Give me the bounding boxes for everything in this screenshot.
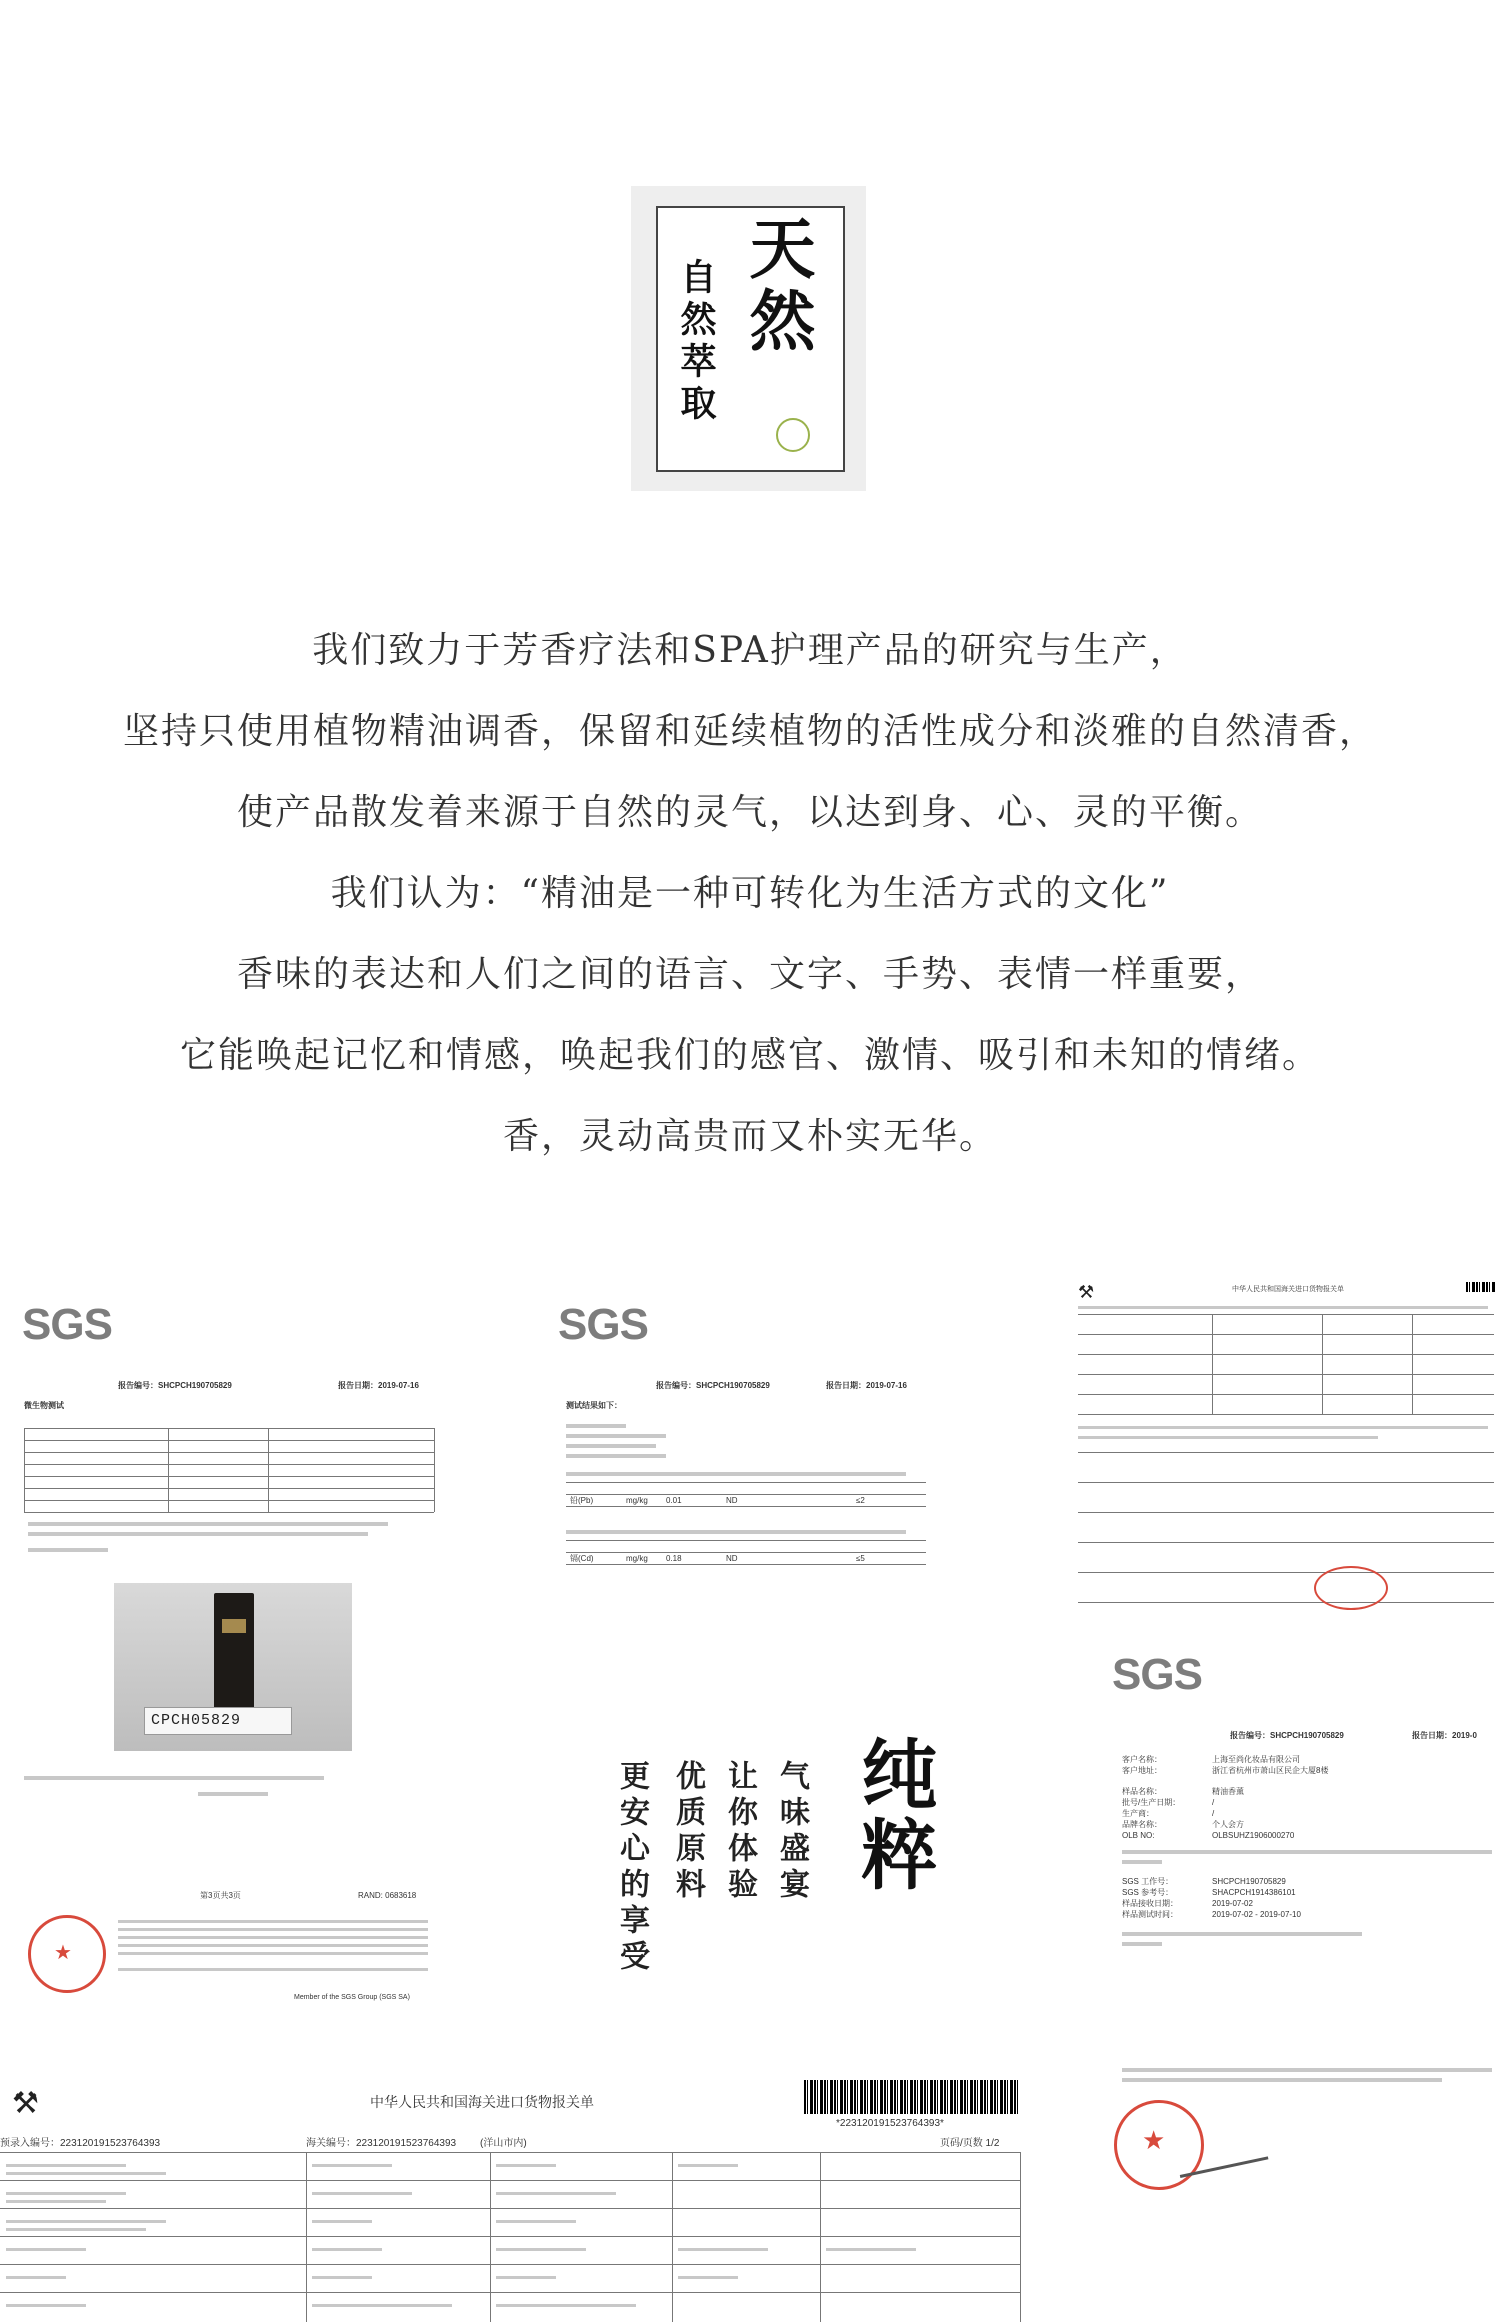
text-line — [1122, 1860, 1162, 1864]
field-value: 上海至尚化妆品有限公司 — [1212, 1755, 1300, 1764]
field-value: / — [1212, 1798, 1215, 1807]
text-line — [28, 1548, 108, 1552]
text-line — [312, 2248, 382, 2251]
report-number: 报告编号：SHCPCH190705829 — [656, 1381, 770, 1390]
product-bottle — [214, 1593, 254, 1713]
field-value: 2019-07-02 - 2019-07-10 — [1212, 1910, 1301, 1919]
text-line — [678, 2248, 768, 2251]
field-value: SHCPCH190705829 — [1212, 1877, 1286, 1886]
table-line — [24, 1440, 434, 1441]
table-line — [1078, 1572, 1494, 1573]
text-line — [24, 1776, 324, 1780]
text-line — [1078, 1436, 1378, 1439]
page-number: 第3页共3页 — [200, 1891, 241, 1900]
intro-line: 香，灵动高贵而又朴实无华。 — [502, 1116, 997, 1157]
text-line — [312, 2220, 372, 2223]
document-title: 中华人民共和国海关进口货物报关单 — [1232, 1286, 1344, 1293]
text-line — [6, 2164, 126, 2167]
text-line — [312, 2304, 452, 2307]
text-line — [566, 1530, 906, 1534]
field-value: 2019-07-02 — [1212, 1899, 1253, 1908]
table-line — [24, 1488, 434, 1489]
field-label: SGS 工作号： — [1122, 1877, 1174, 1886]
field-label: 客户地址： — [1122, 1766, 1162, 1775]
text-line — [6, 2200, 106, 2203]
text-line — [312, 2192, 412, 2195]
table-line — [566, 1552, 926, 1553]
text-line — [566, 1434, 666, 1438]
logo-circle-icon — [776, 418, 810, 452]
text-line — [1122, 1942, 1162, 1946]
table-line — [820, 2152, 821, 2322]
table-line — [0, 2152, 1020, 2153]
table-line — [24, 1452, 434, 1453]
report-date: 报告日期：2019-07-16 — [826, 1381, 907, 1390]
sample-label: CPCH05829 — [151, 1712, 242, 1729]
field-label: OLB NO: — [1122, 1831, 1155, 1840]
table-line — [0, 2264, 1020, 2265]
intro-line: 它能唤起记忆和情感，唤起我们的感官、激情、吸引和未知的情绪。 — [179, 1035, 1320, 1076]
table-line — [168, 1428, 169, 1512]
text-line — [566, 1444, 656, 1448]
text-line — [1122, 2078, 1442, 2082]
text-line — [312, 2276, 372, 2279]
table-line — [24, 1428, 434, 1429]
report-date: 报告日期：2019-07-16 — [338, 1381, 419, 1390]
table-line — [1078, 1394, 1494, 1395]
table-line — [1078, 1314, 1494, 1315]
sgs-report-microbiology — [18, 1300, 438, 2020]
text-line — [496, 2164, 556, 2167]
pre-entry-number: 预录入编号：223120191523764393 — [0, 2138, 161, 2149]
table-line — [490, 2152, 491, 2322]
sgs-logo: SGS — [1112, 1650, 1202, 1699]
intro-line: 使产品散发着来源于自然的灵气，以达到身、心、灵的平衡。 — [236, 792, 1263, 833]
field-value: 精油香薰 — [1212, 1787, 1244, 1796]
text-line — [1078, 1426, 1488, 1429]
slogan-line: 让你体验 — [722, 1760, 757, 1904]
field-label: 生产商： — [1122, 1809, 1154, 1818]
table-cell: 铅(Pb) — [570, 1496, 594, 1505]
table-cell: 0.18 — [666, 1554, 682, 1563]
text-line — [28, 1532, 368, 1536]
text-line — [118, 1936, 428, 1939]
table-line — [1020, 2152, 1021, 2322]
table-cell: ≤5 — [856, 1554, 865, 1563]
field-value: 个人会方 — [1212, 1820, 1244, 1829]
text-line — [6, 2172, 166, 2175]
table-line — [1078, 1452, 1494, 1453]
text-line — [1122, 2068, 1492, 2072]
table-line — [1412, 1314, 1413, 1414]
intro-paragraph — [0, 610, 1500, 1177]
sgs-logo: SGS — [558, 1300, 648, 1349]
star-icon: ★ — [54, 1940, 72, 1964]
table-line — [24, 1500, 434, 1501]
text-line — [6, 2228, 146, 2231]
text-line — [1122, 1850, 1492, 1854]
table-line — [1078, 1602, 1494, 1603]
star-icon: ★ — [1142, 2126, 1166, 2156]
sgs-report-heavy-metals — [556, 1300, 936, 1600]
document-title: 中华人民共和国海关进口货物报关单 — [370, 2095, 594, 2111]
text-line — [566, 1472, 906, 1476]
table-line — [306, 2152, 307, 2322]
table-line — [1212, 1314, 1213, 1414]
page-count: 页码/页数 1/2 — [940, 2138, 1000, 2149]
table-cell: ND — [726, 1496, 738, 1505]
logo-sub-text: 自然萃取 — [675, 258, 717, 426]
barcode — [1466, 1282, 1496, 1292]
text-line — [118, 1944, 428, 1947]
table-cell: 0.01 — [666, 1496, 682, 1505]
table-line — [1078, 1374, 1494, 1375]
table-cell: ≤2 — [856, 1496, 865, 1505]
field-value: OLBSUHZ1906000270 — [1212, 1831, 1295, 1840]
text-line — [6, 2248, 86, 2251]
table-line — [268, 1428, 269, 1512]
text-line — [6, 2220, 166, 2223]
text-line — [6, 2276, 66, 2279]
barcode-number: *223120191523764393* — [836, 2118, 944, 2129]
field-label: SGS 参考号： — [1122, 1888, 1174, 1897]
section-title: 测试结果如下： — [566, 1401, 622, 1410]
text-line — [6, 2304, 86, 2307]
table-line — [0, 2292, 1020, 2293]
customs-emblem-icon: ⚒ — [1078, 1282, 1095, 1303]
table-line — [566, 1564, 926, 1565]
table-line — [0, 2208, 1020, 2209]
section-title: 微生物测试 — [24, 1401, 64, 1410]
field-label: 样品名称： — [1122, 1787, 1162, 1796]
intro-line: 香味的表达和人们之间的语言、文字、手势、表情一样重要， — [236, 954, 1263, 995]
table-line — [0, 2236, 1020, 2237]
bottle-label — [222, 1619, 246, 1633]
text-line — [496, 2276, 556, 2279]
table-line — [24, 1428, 25, 1512]
text-line — [198, 1792, 268, 1796]
table-line — [566, 1506, 926, 1507]
table-line — [1322, 1314, 1323, 1414]
rand-code: RAND: 0683618 — [358, 1891, 417, 1900]
intro-line: 我们致力于芳香疗法和SPA护理产品的研究与生产， — [312, 630, 1188, 671]
text-line — [566, 1424, 626, 1428]
table-line — [566, 1540, 926, 1541]
text-line — [118, 1952, 428, 1955]
table-cell: mg/kg — [626, 1496, 648, 1505]
port-note: (洋山市内) — [480, 2138, 527, 2149]
table-line — [672, 2152, 673, 2322]
table-cell: ND — [726, 1554, 738, 1563]
text-line — [118, 1968, 428, 1971]
text-line — [826, 2248, 916, 2251]
text-line — [118, 1928, 428, 1931]
table-line — [24, 1512, 434, 1513]
table-line — [1078, 1414, 1494, 1415]
report-number: 报告编号：SHCPCH190705829 — [1230, 1731, 1344, 1740]
sgs-logo: SGS — [22, 1300, 112, 1349]
text-line — [312, 2164, 392, 2167]
footer-text: Member of the SGS Group (SGS SA) — [294, 1994, 410, 2001]
table-line — [1078, 1334, 1494, 1335]
field-value: SHACPCH1914386101 — [1212, 1888, 1296, 1897]
text-line — [1122, 1932, 1362, 1936]
barcode — [804, 2080, 1020, 2114]
report-date: 报告日期：2019-0 — [1412, 1731, 1477, 1740]
field-label: 批号/生产日期： — [1122, 1798, 1181, 1807]
text-line — [28, 1522, 388, 1526]
intro-line: 坚持只使用植物精油调香，保留和延续植物的活性成分和淡雅的自然清香， — [122, 711, 1377, 752]
logo-main-text: 天然 — [738, 214, 816, 358]
table-line — [566, 1494, 926, 1495]
customs-emblem-icon: ⚒ — [12, 2086, 39, 2121]
text-line — [496, 2220, 576, 2223]
table-line — [566, 1482, 926, 1483]
field-label: 品牌名称： — [1122, 1820, 1162, 1829]
table-line — [0, 2180, 1020, 2181]
intro-line: 我们认为：“精油是一种可转化为生活方式的文化” — [330, 873, 1170, 914]
table-line — [1078, 1542, 1494, 1543]
field-label: 样品接收日期： — [1122, 1899, 1178, 1908]
text-line — [118, 1920, 428, 1923]
slogan-line: 更安心的享受 — [614, 1760, 649, 1976]
sample-tag — [144, 1707, 292, 1735]
table-line — [1078, 1354, 1494, 1355]
field-label: 客户名称： — [1122, 1755, 1162, 1764]
table-cell: mg/kg — [626, 1554, 648, 1563]
text-line — [1078, 1306, 1488, 1309]
customs-number: 海关编号：223120191523764393 — [306, 2138, 457, 2149]
slogan-line: 优质原料 — [670, 1760, 705, 1904]
table-line — [1078, 1482, 1494, 1483]
text-line — [496, 2304, 636, 2307]
field-value: / — [1212, 1809, 1215, 1818]
text-line — [6, 2192, 126, 2195]
table-line — [24, 1464, 434, 1465]
report-number: 报告编号：SHCPCH190705829 — [118, 1381, 232, 1390]
text-line — [566, 1454, 666, 1458]
slogan-line: 气味盛宴 — [774, 1760, 809, 1904]
table-cell: 镉(Cd) — [570, 1554, 594, 1563]
table-line — [434, 1428, 435, 1512]
field-value: 浙江省杭州市萧山区民企大厦8楼 — [1212, 1766, 1329, 1775]
text-line — [496, 2192, 616, 2195]
text-line — [678, 2276, 738, 2279]
slogan-title: 纯粹 — [849, 1735, 938, 1895]
customs-declaration-top — [1072, 1280, 1500, 1620]
customs-declaration-bottom — [0, 2080, 1030, 2322]
table-line — [24, 1476, 434, 1477]
sgs-report-client-info — [1112, 1650, 1500, 2310]
field-label: 样品测试时间： — [1122, 1910, 1178, 1919]
text-line — [678, 2164, 738, 2167]
table-line — [1078, 1512, 1494, 1513]
product-photo — [114, 1583, 352, 1751]
text-line — [496, 2248, 586, 2251]
seal-stamp — [1314, 1566, 1388, 1610]
